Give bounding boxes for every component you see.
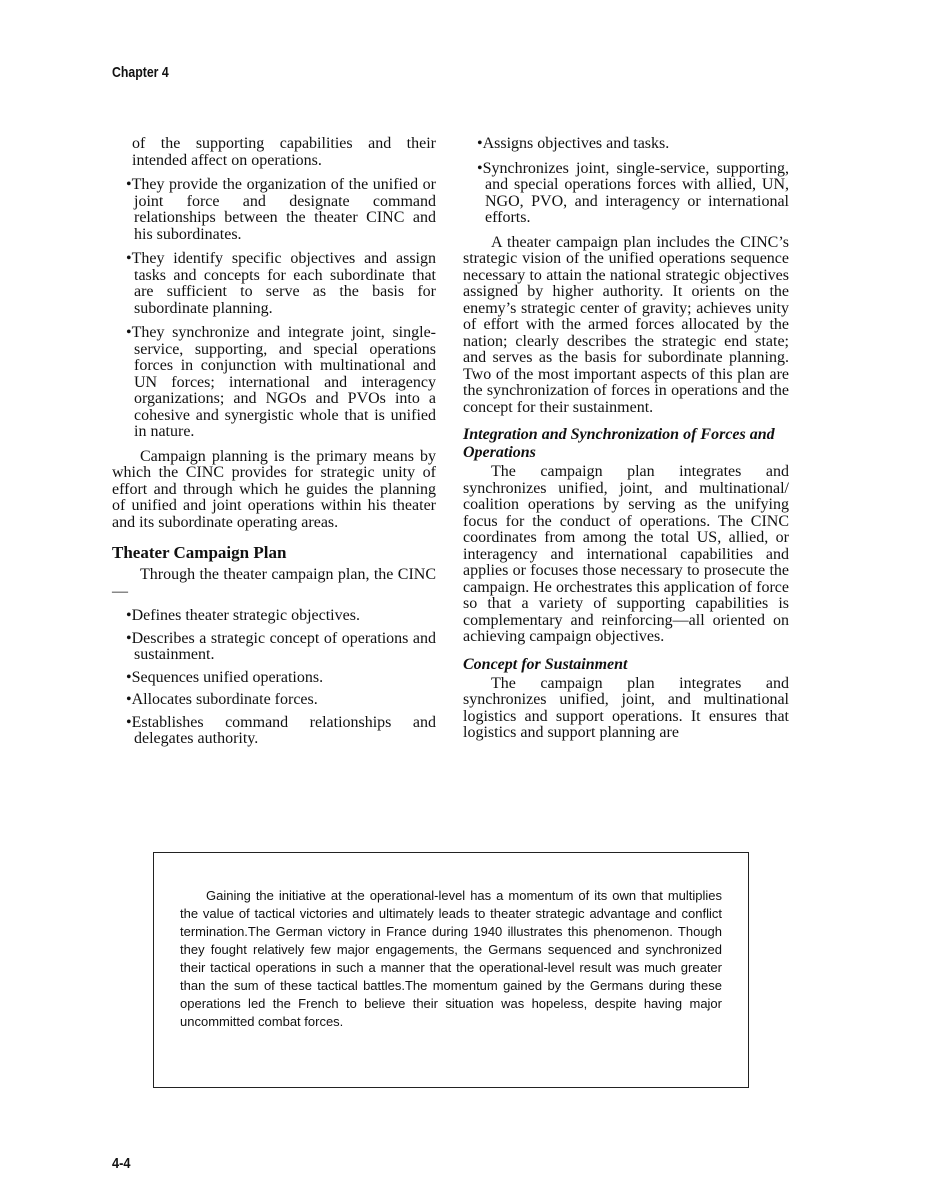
- bullet-synchronize: •They synchronize and integrate joint, single-service, supporting, and special operations forces in conjunction with multinational and UN forces; international and interagency organizations; and NGOs and PVOs into a cohesive and synergistic whole that is unified in nature.: [126, 324, 436, 440]
- subheading-integration: Integration and Synchronization of Forces and Operations: [463, 426, 775, 461]
- left-column: [112, 136, 436, 754]
- bullet-organization: •They provide the organization of the unified or joint force and designate command relationships between the theater CINC and his subordinates.: [126, 176, 436, 243]
- plan-bullet-defines: •Defines theater strategic objectives.: [126, 607, 360, 624]
- plan-bullet-synchronizes: •Synchronizes joint, single-service, supporting, and special operations forces with allied, UN, NGO, PVO, and interagency or international efforts.: [477, 159, 789, 226]
- plan-bullet-establishes: •Establishes command relationships and delegates authority.: [126, 713, 436, 747]
- campaign-planning-paragraph: Campaign planning is the primary means by which the CINC provides for strategic unity of effort and through which he guides the planning of unified and joint operations within his theater and its subordinate operating areas.: [112, 447, 436, 531]
- section-heading-theater-campaign-plan: Theater Campaign Plan: [112, 543, 287, 562]
- subheading-sustainment: Concept for Sustainment: [463, 655, 628, 673]
- plan-bullet-sequences: •Sequences unified operations.: [126, 668, 324, 686]
- plan-bullet-assigns: •Assigns objectives and tasks.: [477, 135, 670, 152]
- plan-bullet-allocates: •Allocates subordinate forces.: [126, 691, 318, 708]
- theater-campaign-paragraph: A theater campaign plan includes the CINC’s strategic vision of the unified operations sequence necessary to attain the national strategic objectives assigned by higher authority. It orients on the enemy’s strategic center of gravity; achieves unity of effort with the armed forces allocated by the nation; clearly describes the strategic end state; and serves as the basis for subordinate planning. Two of the most important aspects of this plan are the synchronization of forces in operations and the concept for their sustainment.: [463, 233, 789, 416]
- right-column: [463, 136, 789, 750]
- plan-bullet-describes: •Describes a strategic concept of operations and sustainment.: [126, 629, 436, 663]
- integration-paragraph: The campaign plan integrates and synchronizes unified, joint, and multinational/ coalition operations by serving as the unifying focus for the conduct of operations. The CINC coordinates from among the total US, allied, or interagency and international capabilities and applies or focuses those necessary to prosecute the campaign. He orchestrates this application of force so that a variety of supporting capabilities is complementary and reinforcing—all oriented on achieving campaign objectives.: [463, 463, 789, 645]
- page-number: 4-4: [112, 1155, 131, 1172]
- sustainment-paragraph: The campaign plan integrates and synchronizes unified, joint, and multinational logistics and support operations. It ensures that logistics and support planning are: [463, 674, 789, 741]
- bullet-objectives: •They identify specific objectives and assign tasks and concepts for each subordinate that are sufficient to serve as the basis for subordinate planning.: [126, 250, 436, 317]
- callout-box: [153, 852, 749, 1088]
- callout-text: Gaining the initiative at the operational-level has a momentum of its own that multiplies the value of tactical victories and ultimately leads to theater strategic advantage and conflict termination.The German victory in France during 1940 illustrates this phenomenon. Though they fought relatively few major engagements, the Germans sequenced and synchronized their tactical operations in such a manner that the operational-level result was much greater than the sum of these tactical battles.The momentum gained by the Germans during these operations led the French to believe their situation was hopeless, despite having major uncommitted combat forces.: [180, 888, 722, 1029]
- plan-intro: Through the theater campaign plan, the CINC—: [112, 566, 436, 600]
- chapter-header: Chapter 4: [112, 64, 169, 81]
- continuation-text: of the supporting capabilities and their intended affect on operations.: [132, 135, 436, 169]
